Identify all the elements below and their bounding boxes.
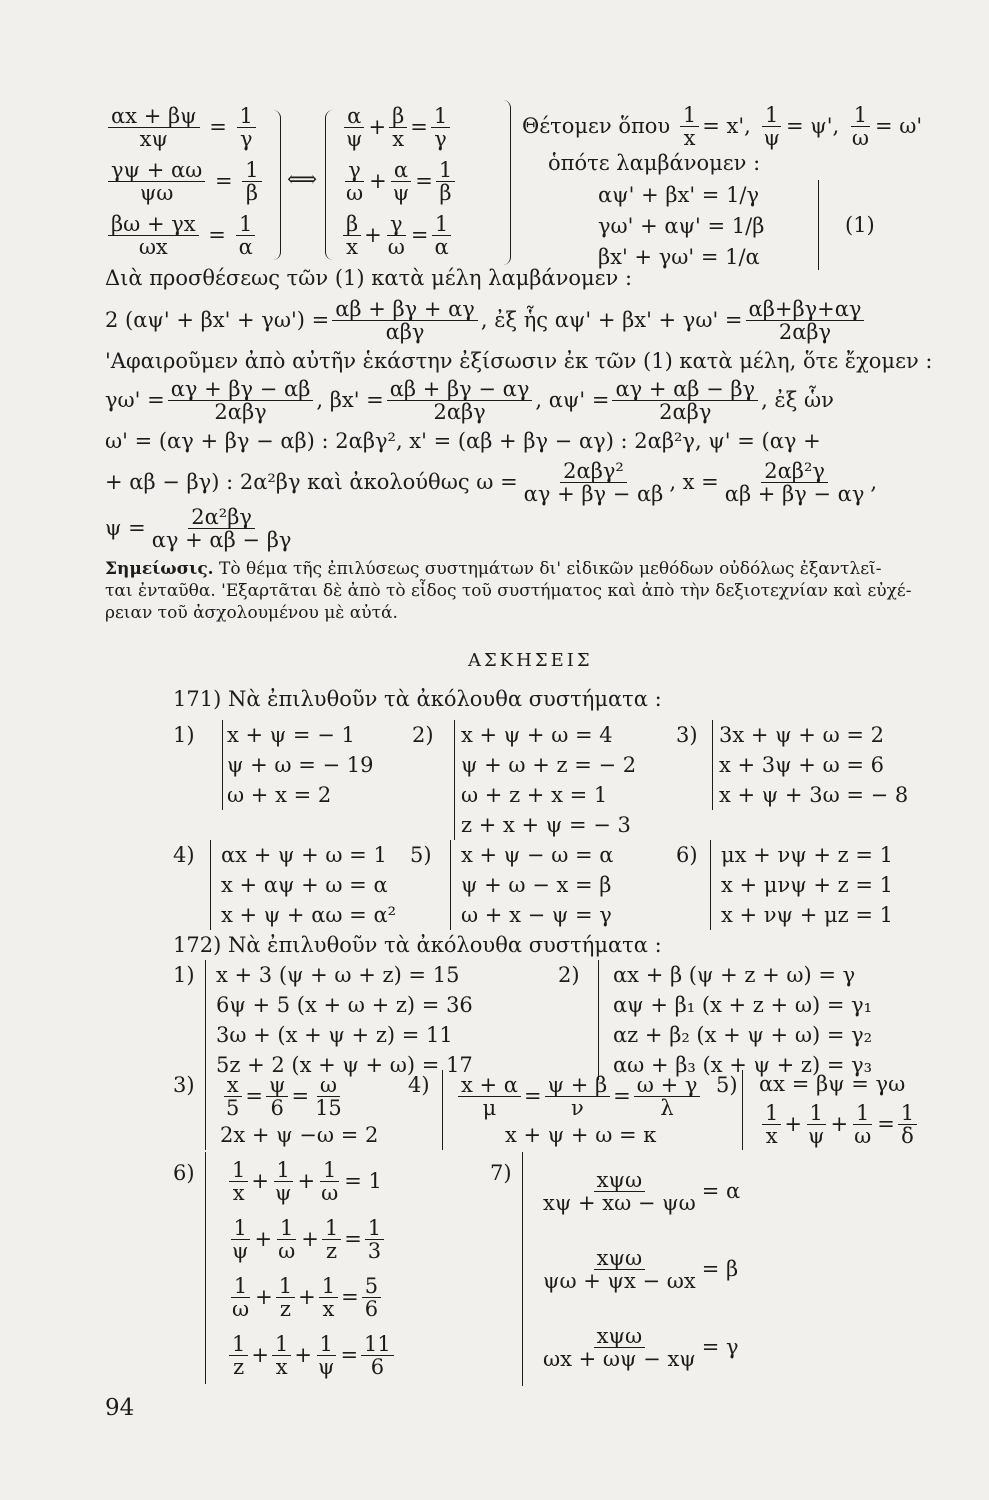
ex172-title: 172) Νὰ ἐπιλυθοῦν τὰ ἀκόλουθα συστήματα :	[173, 933, 662, 957]
ex172-1-num: 1)	[173, 963, 195, 987]
then-line: ὁπότε λαμβάνομεν :	[548, 151, 761, 175]
ex172-6-system: $\frac{1}{x}$ + $\frac{1}{\psi}$ + $\frac{1}{\omega}$ = 1 $\frac{1}{\psi}$ + $\frac{1}{\omega}$ + $\frac{1}{z}$ = $\frac{1}{3}$ $\frac{1}{\omega}$ + $\frac{1}{z}$ + $\frac{1}{x}$ = $\frac{5}{6}$ $\frac{1}{z}$ + $\frac{1}{x}$ + $\frac{1}{\psi}$ = $\frac{11}{6}$	[205, 1152, 397, 1384]
ex171-2-system: x + ψ + ω = 4 ψ + ω + z = − 2 ω + z + x = 1 z + x + ψ = − 3	[454, 720, 636, 840]
text-line-4: γω' = $\frac{\alpha\gamma + \beta\gamma - \alpha\beta}{\text{2αβγ}}$ , βx' = $\frac{\alpha\beta + \beta\gamma - \alpha\gamma}{\text{2αβγ}}$ , αψ' = $\frac{\alpha\gamma + \alpha\beta - \beta\gamma}{\text{2αβγ}}$ , ἐξ ὧν	[105, 376, 834, 424]
ex171-title: 171) Νὰ ἐπιλυθοῦν τὰ ἀκόλουθα συστήματα :	[173, 687, 662, 711]
ex172-5-num: 5)	[716, 1073, 738, 1097]
ex171-4-system: αx + ψ + ω = 1 x + αψ + ω = α x + ψ + αω = α²	[210, 840, 396, 930]
ex172-6-num: 6)	[173, 1161, 195, 1185]
text-line-3: 'Αφαιροῦμεν ἀπὸ αὐτῆν ἑκάστην ἐξίσωσιν ἐκ τῶν (1) κατὰ μέλη, ὅτε ἔχομεν :	[105, 349, 933, 373]
substitution-line: Θέτομεν ὅπου $\frac{1}{x}$ = x', $\frac{1}{\psi}$ = ψ', $\frac{1}{\omega}$ = ω'	[522, 102, 923, 150]
ex172-3-num: 3)	[173, 1073, 195, 1097]
ex172-7-num: 7)	[490, 1161, 512, 1185]
system-reciprocal: $\frac{\alpha}{\psi}$ + $\frac{\beta}{x}$ = $\frac{1}{\gamma}$ $\frac{\gamma}{\omega}$ + $\frac{\alpha}{\psi}$ = $\frac{1}{\beta}$ $\frac{\beta}{x}$ + $\frac{\gamma}{\omega}$ = $\frac{1}{\alpha}$	[340, 100, 458, 262]
ex171-3-num: 3)	[676, 723, 698, 747]
equation-label-1: (1)	[845, 213, 875, 237]
ex171-3-system: 3x + ψ + ω = 2 x + 3ψ + ω = 6 x + ψ + 3ω = − 8	[712, 720, 908, 810]
ex171-6-num: 6)	[676, 843, 698, 867]
ex171-4-num: 4)	[173, 843, 195, 867]
system-1-bar	[818, 180, 819, 270]
exercises-heading: ΑΣΚΗΣΕΙΣ	[468, 650, 593, 671]
ex172-5-system: αx = βψ = γω $\frac{1}{x}$ + $\frac{1}{\psi}$ + $\frac{1}{\omega}$ = $\frac{1}{\delta}$	[742, 1070, 920, 1150]
ex172-4-num: 4)	[408, 1073, 430, 1097]
ex171-5-num: 5)	[410, 843, 432, 867]
ex171-5-system: x + ψ − ω = α ψ + ω − x = β ω + x − ψ = γ	[450, 840, 613, 930]
brace-right	[272, 110, 281, 260]
text-line-6: + αβ − βγ) : 2α²βγ καὶ ἀκολούθως ω = $\frac{\text{2αβγ²}}{\alpha\gamma + \beta\gamma - \alpha\beta}$ , x = $\frac{\text{2αβ²γ}}{\alpha\beta + \beta\gamma - \alpha\gamma}$ ,	[105, 458, 878, 506]
text-line-5: ω' = (αγ + βγ − αβ) : 2αβγ², x' = (αβ + βγ − αγ) : 2αβ²γ, ψ' = (αγ +	[105, 429, 821, 453]
note-line-3: ρειαν τοῦ ἀσχολουμένου μὲ αὐτά.	[105, 603, 398, 623]
ex171-1-num: 1)	[173, 723, 195, 747]
ex172-2-system: αx + β (ψ + z + ω) = γ αψ + β₁ (x + z + ω) = γ₁ αz + β₂ (x + ψ + ω) = γ₂ αω + β₃ (x + ψ + z) = γ₃	[598, 960, 872, 1080]
brace-right-2	[502, 100, 511, 265]
ex171-1-system: x + ψ = − 1 ψ + ω = − 19 ω + x = 2	[222, 720, 373, 810]
note-line-2: ται ἐνταῦθα. 'Εξαρτᾶται δὲ ἀπὸ τὸ εἶδος τοῦ συστήματος καὶ ἀπὸ τὴν δεξιοτεχνίαν καὶ εὐχέ-	[105, 581, 912, 601]
ex172-7-system: $\frac{\text{xψω}}{x\psi + x\omega - \psi\omega}$ = α $\frac{\text{xψω}}{\psi\omega + \psi x - \omega x}$ = β $\frac{\text{xψω}}{\omega x + \omega\psi - x\psi}$ = γ	[522, 1152, 740, 1386]
ex172-4-system: $\frac{x + \alpha}{\mu}$ = $\frac{\psi + \beta}{\nu}$ = $\frac{\omega + \gamma}{\lambda}$ x + ψ + ω = κ	[442, 1070, 703, 1150]
ex171-2-num: 2)	[412, 723, 434, 747]
ex172-2-num: 2)	[558, 963, 580, 987]
ex172-3-system: $\frac{x}{5}$ = $\frac{\psi}{6}$ = $\frac{\omega}{15}$ 2x + ψ −ω = 2	[205, 1070, 378, 1150]
text-line-7: ψ = $\frac{\text{2α²βγ}}{\alpha\gamma + \alpha\beta - \beta\gamma}$	[105, 504, 292, 552]
note-line-1: Σημείωσις. Τὸ θέμα τῆς ἐπιλύσεως συστημάτων δι' εἰδικῶν μεθόδων οὐδόλως ἐξαντλεῖ-	[105, 559, 882, 579]
system-1: αψ' + βx' = 1/γ γω' + αψ' = 1/β βx' + γω' = 1/α	[598, 183, 765, 269]
equivalence-arrow: ⟺	[287, 167, 318, 191]
ex171-6-system: μx + νψ + z = 1 x + μνψ + z = 1 x + νψ + μz = 1	[710, 840, 893, 930]
ex172-1-system: x + 3 (ψ + ω + z) = 15 6ψ + 5 (x + ω + z) = 36 3ω + (x + ψ + z) = 11 5z + 2 (x + ψ + ω) = 17	[205, 960, 473, 1080]
text-line-1: Διὰ προσθέσεως τῶν (1) κατὰ μέλη λαμβάνομεν :	[105, 266, 633, 290]
page-number: 94	[105, 1395, 135, 1421]
note-title: Σημείωσις.	[105, 559, 214, 579]
text-line-2: 2 (αψ' + βx' + γω') = $\frac{\alpha\beta + \beta\gamma + \alpha\gamma}{\text{αβγ}}$ , ἐξ ἧς αψ' + βx' + γω' = $\frac{\alpha\beta+\beta\gamma+\alpha\gamma}{\text{2αβγ}}$	[105, 294, 867, 346]
system-original: $\frac{\alpha x + \beta\psi}{x\psi}$ = $\frac{1}{\gamma}$ $\frac{\gamma\psi + \alpha\omega}{\psi\omega}$ = $\frac{1}{\beta}$ $\frac{\beta\omega + \gamma x}{\omega x}$ = $\frac{1}{\alpha}$	[105, 100, 265, 262]
brace-left	[325, 110, 334, 260]
